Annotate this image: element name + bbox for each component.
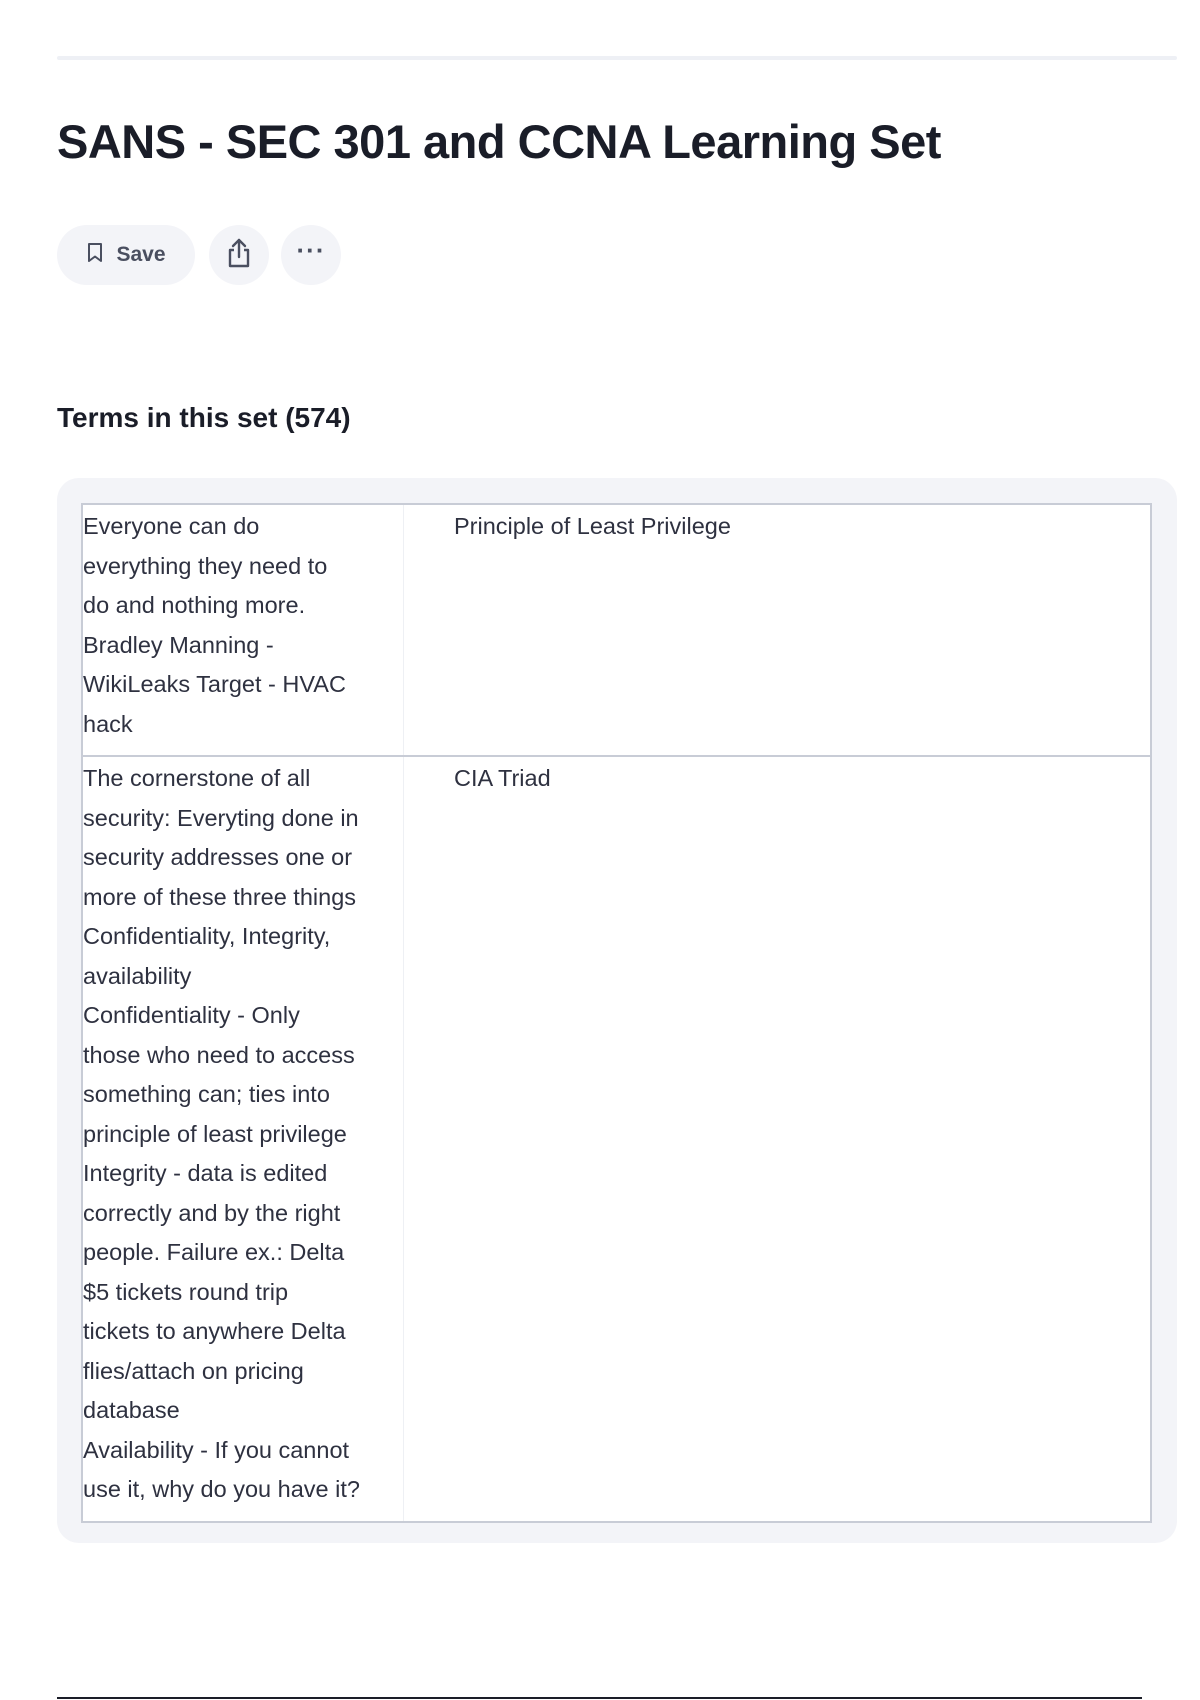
- term-name: Principle of Least Privilege: [454, 513, 731, 539]
- term-definition: The cornerstone of all security: Everyting done in security addresses one or more of these three things Confidentiality, Integrity, availability Confidentiality - Only those who need to access something can; ties into principle of least privilege Integrity - data is edited correctly and by the right people. Failure ex.: Delta $5 tickets round trip tickets to anywhere Delta flies/attach on pricing database Availability - If you cannot use it, why do you have it?: [82, 756, 404, 1522]
- share-button[interactable]: [209, 225, 269, 285]
- top-divider: [57, 56, 1177, 60]
- save-button-label: Save: [116, 243, 166, 266]
- table-row: [82, 504, 1151, 756]
- more-icon: ···: [296, 235, 326, 265]
- bookmark-icon: [86, 242, 104, 269]
- page-title: SANS - SEC 301 and CCNA Learning Set: [57, 115, 941, 168]
- more-options-button[interactable]: [281, 225, 341, 285]
- term-definition: Everyone can do everything they need to do and nothing more. Bradley Manning - WikiLeaks Target - HVAC hack: [82, 504, 404, 756]
- bottom-divider: [57, 1697, 1142, 1699]
- terms-table: [81, 503, 1152, 1523]
- term-name: CIA Triad: [454, 765, 551, 791]
- share-icon: [225, 237, 253, 274]
- save-button[interactable]: [57, 225, 195, 285]
- table-row: [82, 756, 1151, 1522]
- terms-heading: Terms in this set (574): [57, 402, 351, 433]
